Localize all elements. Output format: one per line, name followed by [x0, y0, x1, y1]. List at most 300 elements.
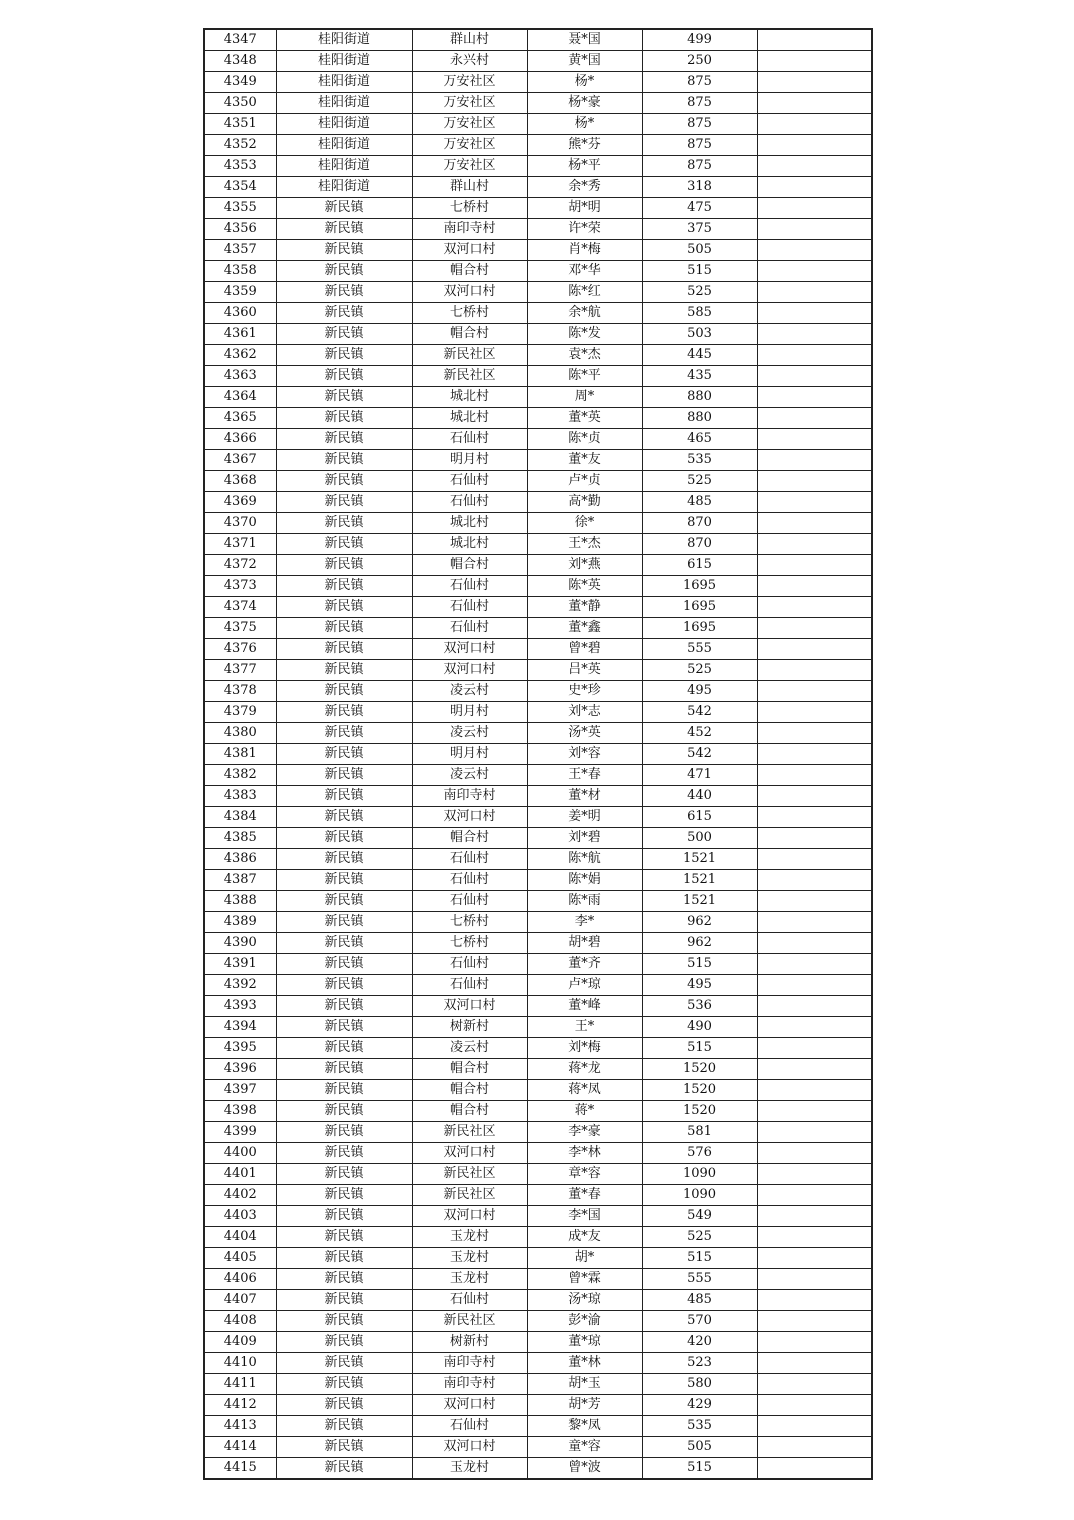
table-row — [204, 1080, 872, 1101]
note-cell — [757, 1269, 872, 1290]
row-number-cell: 4358 — [204, 261, 276, 282]
table-row — [204, 198, 872, 219]
table-row — [204, 177, 872, 198]
table-row — [204, 723, 872, 744]
name-cell: 胡*明 — [527, 198, 642, 219]
name-cell: 余*秀 — [527, 177, 642, 198]
table-row — [204, 345, 872, 366]
township-cell: 桂阳街道 — [276, 177, 412, 198]
row-number-cell: 4410 — [204, 1353, 276, 1374]
name-cell: 胡*芳 — [527, 1395, 642, 1416]
note-cell — [757, 681, 872, 702]
note-cell — [757, 1185, 872, 1206]
amount-cell: 880 — [642, 387, 757, 408]
township-cell: 新民镇 — [276, 597, 412, 618]
table-row — [204, 240, 872, 261]
township-cell: 新民镇 — [276, 240, 412, 261]
table-row — [204, 1185, 872, 1206]
table-row — [204, 639, 872, 660]
note-cell — [757, 1374, 872, 1395]
row-number-cell: 4394 — [204, 1017, 276, 1038]
village-cell: 石仙村 — [412, 975, 527, 996]
name-cell: 曾*霖 — [527, 1269, 642, 1290]
amount-cell: 875 — [642, 93, 757, 114]
name-cell: 陈*航 — [527, 849, 642, 870]
note-cell — [757, 1101, 872, 1122]
township-cell: 新民镇 — [276, 1017, 412, 1038]
table-row — [204, 660, 872, 681]
amount-cell: 523 — [642, 1353, 757, 1374]
amount-cell: 490 — [642, 1017, 757, 1038]
village-cell: 玉龙村 — [412, 1227, 527, 1248]
table-row — [204, 282, 872, 303]
name-cell: 陈*雨 — [527, 891, 642, 912]
village-cell: 城北村 — [412, 408, 527, 429]
village-cell: 新民社区 — [412, 1185, 527, 1206]
table-row — [204, 996, 872, 1017]
note-cell — [757, 576, 872, 597]
note-cell — [757, 597, 872, 618]
name-cell: 蒋* — [527, 1101, 642, 1122]
township-cell: 新民镇 — [276, 1206, 412, 1227]
amount-cell: 440 — [642, 786, 757, 807]
note-cell — [757, 807, 872, 828]
note-cell — [757, 912, 872, 933]
township-cell: 新民镇 — [276, 639, 412, 660]
name-cell: 成*友 — [527, 1227, 642, 1248]
township-cell: 新民镇 — [276, 1248, 412, 1269]
row-number-cell: 4357 — [204, 240, 276, 261]
township-cell: 新民镇 — [276, 303, 412, 324]
amount-cell: 581 — [642, 1122, 757, 1143]
note-cell — [757, 450, 872, 471]
table-row — [204, 1248, 872, 1269]
table-row — [204, 954, 872, 975]
note-cell — [757, 1080, 872, 1101]
township-cell: 新民镇 — [276, 870, 412, 891]
township-cell: 新民镇 — [276, 387, 412, 408]
village-cell: 石仙村 — [412, 576, 527, 597]
note-cell — [757, 135, 872, 156]
name-cell: 刘*梅 — [527, 1038, 642, 1059]
note-cell — [757, 1311, 872, 1332]
village-cell: 石仙村 — [412, 849, 527, 870]
name-cell: 彭*渝 — [527, 1311, 642, 1332]
township-cell: 新民镇 — [276, 723, 412, 744]
row-number-cell: 4347 — [204, 29, 276, 51]
name-cell: 董*峰 — [527, 996, 642, 1017]
table-row — [204, 1227, 872, 1248]
township-cell: 新民镇 — [276, 345, 412, 366]
village-cell: 南印寺村 — [412, 1374, 527, 1395]
table-row — [204, 408, 872, 429]
note-cell — [757, 1038, 872, 1059]
township-cell: 新民镇 — [276, 912, 412, 933]
village-cell: 凌云村 — [412, 723, 527, 744]
village-cell: 凌云村 — [412, 765, 527, 786]
row-number-cell: 4393 — [204, 996, 276, 1017]
note-cell — [757, 282, 872, 303]
note-cell — [757, 219, 872, 240]
amount-cell: 515 — [642, 261, 757, 282]
village-cell: 树新村 — [412, 1017, 527, 1038]
name-cell: 聂*国 — [527, 29, 642, 51]
row-number-cell: 4377 — [204, 660, 276, 681]
row-number-cell: 4360 — [204, 303, 276, 324]
name-cell: 陈*贞 — [527, 429, 642, 450]
row-number-cell: 4383 — [204, 786, 276, 807]
row-number-cell: 4407 — [204, 1290, 276, 1311]
name-cell: 杨*平 — [527, 156, 642, 177]
name-cell: 杨* — [527, 72, 642, 93]
row-number-cell: 4348 — [204, 51, 276, 72]
village-cell: 帽合村 — [412, 828, 527, 849]
note-cell — [757, 1458, 872, 1480]
row-number-cell: 4375 — [204, 618, 276, 639]
township-cell: 新民镇 — [276, 681, 412, 702]
amount-cell: 1520 — [642, 1059, 757, 1080]
note-cell — [757, 1122, 872, 1143]
amount-cell: 555 — [642, 639, 757, 660]
village-cell: 新民社区 — [412, 1164, 527, 1185]
amount-cell: 525 — [642, 660, 757, 681]
township-cell: 新民镇 — [276, 198, 412, 219]
name-cell: 陈*发 — [527, 324, 642, 345]
row-number-cell: 4409 — [204, 1332, 276, 1353]
note-cell — [757, 1416, 872, 1437]
row-number-cell: 4390 — [204, 933, 276, 954]
name-cell: 曾*碧 — [527, 639, 642, 660]
note-cell — [757, 198, 872, 219]
township-cell: 新民镇 — [276, 534, 412, 555]
note-cell — [757, 72, 872, 93]
row-number-cell: 4413 — [204, 1416, 276, 1437]
note-cell — [757, 954, 872, 975]
row-number-cell: 4351 — [204, 114, 276, 135]
village-cell: 双河口村 — [412, 1395, 527, 1416]
village-cell: 万安社区 — [412, 72, 527, 93]
note-cell — [757, 639, 872, 660]
row-number-cell: 4404 — [204, 1227, 276, 1248]
amount-cell: 465 — [642, 429, 757, 450]
township-cell: 新民镇 — [276, 408, 412, 429]
name-cell: 熊*芬 — [527, 135, 642, 156]
note-cell — [757, 870, 872, 891]
village-cell: 石仙村 — [412, 1290, 527, 1311]
row-number-cell: 4362 — [204, 345, 276, 366]
note-cell — [757, 408, 872, 429]
table-row — [204, 1332, 872, 1353]
name-cell: 陈*英 — [527, 576, 642, 597]
village-cell: 双河口村 — [412, 639, 527, 660]
table-row — [204, 891, 872, 912]
note-cell — [757, 324, 872, 345]
village-cell: 双河口村 — [412, 240, 527, 261]
village-cell: 城北村 — [412, 387, 527, 408]
table-row — [204, 135, 872, 156]
amount-cell: 250 — [642, 51, 757, 72]
township-cell: 桂阳街道 — [276, 51, 412, 72]
township-cell: 桂阳街道 — [276, 156, 412, 177]
village-cell: 石仙村 — [412, 954, 527, 975]
township-cell: 新民镇 — [276, 807, 412, 828]
row-number-cell: 4355 — [204, 198, 276, 219]
row-number-cell: 4414 — [204, 1437, 276, 1458]
amount-cell: 485 — [642, 492, 757, 513]
name-cell: 卢*贞 — [527, 471, 642, 492]
village-cell: 万安社区 — [412, 135, 527, 156]
row-number-cell: 4386 — [204, 849, 276, 870]
name-cell: 胡*玉 — [527, 1374, 642, 1395]
row-number-cell: 4378 — [204, 681, 276, 702]
village-cell: 帽合村 — [412, 261, 527, 282]
village-cell: 新民社区 — [412, 366, 527, 387]
village-cell: 凌云村 — [412, 1038, 527, 1059]
township-cell: 新民镇 — [276, 786, 412, 807]
note-cell — [757, 93, 872, 114]
table-row — [204, 1353, 872, 1374]
row-number-cell: 4392 — [204, 975, 276, 996]
row-number-cell: 4400 — [204, 1143, 276, 1164]
row-number-cell: 4388 — [204, 891, 276, 912]
village-cell: 帽合村 — [412, 1101, 527, 1122]
row-number-cell: 4412 — [204, 1395, 276, 1416]
table-row — [204, 1101, 872, 1122]
township-cell: 新民镇 — [276, 471, 412, 492]
row-number-cell: 4385 — [204, 828, 276, 849]
table-row — [204, 807, 872, 828]
name-cell: 董*琼 — [527, 1332, 642, 1353]
table-row — [204, 681, 872, 702]
village-cell: 七桥村 — [412, 933, 527, 954]
village-cell: 玉龙村 — [412, 1248, 527, 1269]
note-cell — [757, 513, 872, 534]
amount-cell: 525 — [642, 1227, 757, 1248]
township-cell: 新民镇 — [276, 1164, 412, 1185]
name-cell: 黎*凤 — [527, 1416, 642, 1437]
table-row — [204, 912, 872, 933]
township-cell: 新民镇 — [276, 618, 412, 639]
amount-cell: 318 — [642, 177, 757, 198]
township-cell: 新民镇 — [276, 1101, 412, 1122]
table-row — [204, 597, 872, 618]
village-cell: 树新村 — [412, 1332, 527, 1353]
village-cell: 南印寺村 — [412, 1353, 527, 1374]
roster-body — [204, 29, 872, 1479]
row-number-cell: 4372 — [204, 555, 276, 576]
row-number-cell: 4371 — [204, 534, 276, 555]
table-row — [204, 303, 872, 324]
township-cell: 新民镇 — [276, 1353, 412, 1374]
township-cell: 新民镇 — [276, 1395, 412, 1416]
table-row — [204, 765, 872, 786]
note-cell — [757, 723, 872, 744]
village-cell: 新民社区 — [412, 345, 527, 366]
note-cell — [757, 1143, 872, 1164]
amount-cell: 585 — [642, 303, 757, 324]
row-number-cell: 4396 — [204, 1059, 276, 1080]
village-cell: 群山村 — [412, 29, 527, 51]
name-cell: 王* — [527, 1017, 642, 1038]
village-cell: 玉龙村 — [412, 1458, 527, 1480]
table-row — [204, 1017, 872, 1038]
note-cell — [757, 996, 872, 1017]
row-number-cell: 4403 — [204, 1206, 276, 1227]
township-cell: 新民镇 — [276, 891, 412, 912]
row-number-cell: 4354 — [204, 177, 276, 198]
village-cell: 群山村 — [412, 177, 527, 198]
table-row — [204, 1122, 872, 1143]
amount-cell: 615 — [642, 807, 757, 828]
name-cell: 姜*明 — [527, 807, 642, 828]
amount-cell: 485 — [642, 1290, 757, 1311]
amount-cell: 576 — [642, 1143, 757, 1164]
note-cell — [757, 1437, 872, 1458]
row-number-cell: 4411 — [204, 1374, 276, 1395]
row-number-cell: 4356 — [204, 219, 276, 240]
village-cell: 双河口村 — [412, 660, 527, 681]
note-cell — [757, 1395, 872, 1416]
row-number-cell: 4391 — [204, 954, 276, 975]
amount-cell: 1695 — [642, 618, 757, 639]
note-cell — [757, 534, 872, 555]
note-cell — [757, 51, 872, 72]
note-cell — [757, 156, 872, 177]
township-cell: 新民镇 — [276, 1227, 412, 1248]
name-cell: 章*容 — [527, 1164, 642, 1185]
table-row — [204, 114, 872, 135]
note-cell — [757, 177, 872, 198]
name-cell: 袁*杰 — [527, 345, 642, 366]
township-cell: 桂阳街道 — [276, 72, 412, 93]
amount-cell: 452 — [642, 723, 757, 744]
amount-cell: 429 — [642, 1395, 757, 1416]
name-cell: 黄*国 — [527, 51, 642, 72]
note-cell — [757, 303, 872, 324]
row-number-cell: 4399 — [204, 1122, 276, 1143]
note-cell — [757, 1059, 872, 1080]
name-cell: 陈*红 — [527, 282, 642, 303]
township-cell: 桂阳街道 — [276, 93, 412, 114]
township-cell: 新民镇 — [276, 282, 412, 303]
name-cell: 董*春 — [527, 1185, 642, 1206]
table-row — [204, 156, 872, 177]
village-cell: 南印寺村 — [412, 219, 527, 240]
table-row — [204, 1143, 872, 1164]
village-cell: 双河口村 — [412, 996, 527, 1017]
note-cell — [757, 618, 872, 639]
note-cell — [757, 492, 872, 513]
note-cell — [757, 114, 872, 135]
amount-cell: 580 — [642, 1374, 757, 1395]
village-cell: 万安社区 — [412, 114, 527, 135]
note-cell — [757, 702, 872, 723]
note-cell — [757, 1164, 872, 1185]
amount-cell: 503 — [642, 324, 757, 345]
table-row — [204, 450, 872, 471]
note-cell — [757, 429, 872, 450]
row-number-cell: 4395 — [204, 1038, 276, 1059]
note-cell — [757, 471, 872, 492]
table-row — [204, 471, 872, 492]
village-cell: 石仙村 — [412, 492, 527, 513]
amount-cell: 535 — [642, 450, 757, 471]
name-cell: 蒋*凤 — [527, 1080, 642, 1101]
township-cell: 新民镇 — [276, 1080, 412, 1101]
township-cell: 新民镇 — [276, 555, 412, 576]
amount-cell: 870 — [642, 513, 757, 534]
amount-cell: 870 — [642, 534, 757, 555]
note-cell — [757, 1353, 872, 1374]
township-cell: 新民镇 — [276, 1416, 412, 1437]
row-number-cell: 4363 — [204, 366, 276, 387]
village-cell: 万安社区 — [412, 156, 527, 177]
amount-cell: 1695 — [642, 576, 757, 597]
township-cell: 新民镇 — [276, 513, 412, 534]
amount-cell: 500 — [642, 828, 757, 849]
name-cell: 董*友 — [527, 450, 642, 471]
row-number-cell: 4415 — [204, 1458, 276, 1480]
village-cell: 城北村 — [412, 534, 527, 555]
village-cell: 新民社区 — [412, 1311, 527, 1332]
township-cell: 新民镇 — [276, 1311, 412, 1332]
name-cell: 童*容 — [527, 1437, 642, 1458]
table-row — [204, 72, 872, 93]
name-cell: 刘*碧 — [527, 828, 642, 849]
row-number-cell: 4408 — [204, 1311, 276, 1332]
amount-cell: 471 — [642, 765, 757, 786]
township-cell: 新民镇 — [276, 744, 412, 765]
table-row — [204, 849, 872, 870]
name-cell: 周* — [527, 387, 642, 408]
name-cell: 王*春 — [527, 765, 642, 786]
township-cell: 新民镇 — [276, 975, 412, 996]
table-row — [204, 702, 872, 723]
table-row — [204, 828, 872, 849]
note-cell — [757, 555, 872, 576]
roster-table — [203, 28, 873, 1480]
amount-cell: 505 — [642, 1437, 757, 1458]
amount-cell: 962 — [642, 912, 757, 933]
note-cell — [757, 240, 872, 261]
amount-cell: 1521 — [642, 870, 757, 891]
village-cell: 七桥村 — [412, 303, 527, 324]
name-cell: 董*鑫 — [527, 618, 642, 639]
row-number-cell: 4366 — [204, 429, 276, 450]
amount-cell: 1090 — [642, 1164, 757, 1185]
amount-cell: 1521 — [642, 849, 757, 870]
name-cell: 徐* — [527, 513, 642, 534]
row-number-cell: 4369 — [204, 492, 276, 513]
village-cell: 石仙村 — [412, 429, 527, 450]
table-row — [204, 870, 872, 891]
row-number-cell: 4367 — [204, 450, 276, 471]
township-cell: 新民镇 — [276, 429, 412, 450]
row-number-cell: 4352 — [204, 135, 276, 156]
amount-cell: 880 — [642, 408, 757, 429]
name-cell: 李*林 — [527, 1143, 642, 1164]
village-cell: 帽合村 — [412, 324, 527, 345]
row-number-cell: 4402 — [204, 1185, 276, 1206]
table-row — [204, 366, 872, 387]
table-row — [204, 618, 872, 639]
table-row — [204, 1395, 872, 1416]
name-cell: 杨* — [527, 114, 642, 135]
row-number-cell: 4368 — [204, 471, 276, 492]
table-row — [204, 576, 872, 597]
village-cell: 双河口村 — [412, 1437, 527, 1458]
township-cell: 新民镇 — [276, 1458, 412, 1480]
